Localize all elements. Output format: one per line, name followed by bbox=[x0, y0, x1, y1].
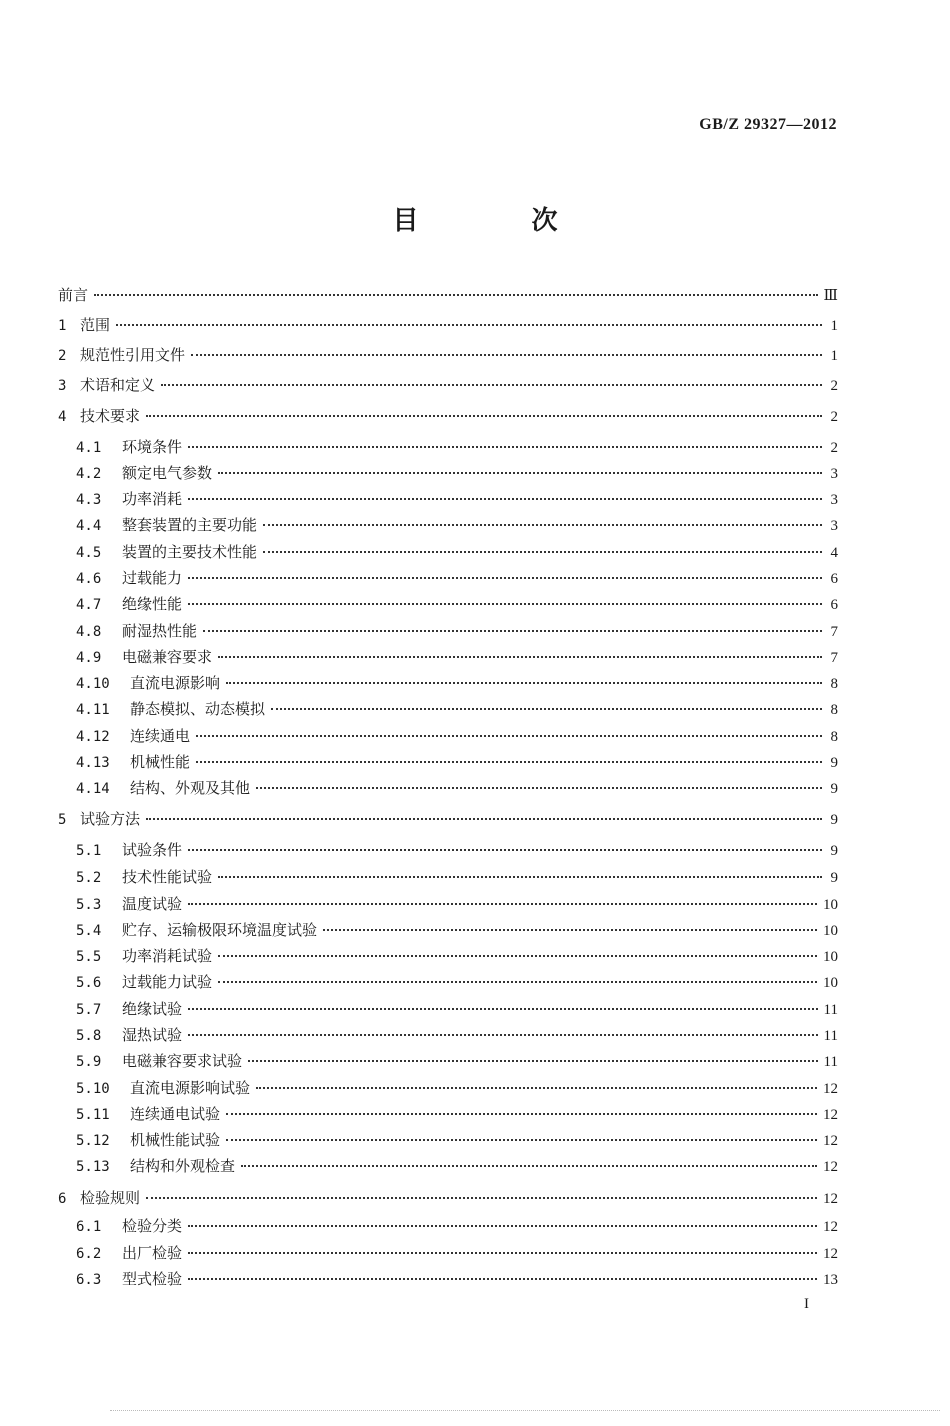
toc-entry-number: 4.8 bbox=[76, 624, 102, 640]
toc-entry-number: 5.11 bbox=[76, 1107, 110, 1123]
toc-leader-dots bbox=[226, 1138, 817, 1141]
page-number: I bbox=[804, 1296, 809, 1312]
toc-entry-number: 4.6 bbox=[76, 571, 102, 587]
toc-leader-dots bbox=[116, 323, 822, 326]
toc-entry-title: 整套装置的主要功能 bbox=[122, 516, 258, 534]
toc-leader-dots bbox=[218, 655, 822, 658]
standard-code: GB/Z 29327—2012 bbox=[699, 116, 837, 133]
toc-leader-dots bbox=[196, 760, 822, 763]
toc-entry-title: 湿热试验 bbox=[122, 1026, 183, 1044]
toc-entry-title: 型式检验 bbox=[122, 1270, 183, 1288]
toc-entry-page: 9 bbox=[830, 812, 838, 828]
toc-entry[interactable] bbox=[76, 866, 838, 890]
toc-entry-number: 6.3 bbox=[76, 1272, 102, 1288]
toc-entry-title: 额定电气参数 bbox=[122, 464, 213, 482]
toc-leader-dots bbox=[196, 734, 822, 737]
toc-entry-title: 连续通电 bbox=[130, 727, 191, 745]
toc-entry-number: 5.10 bbox=[76, 1081, 110, 1097]
toc-entry[interactable] bbox=[76, 698, 838, 722]
toc-entry-page: 9 bbox=[830, 870, 838, 886]
toc-entry-number: 4 bbox=[58, 409, 67, 425]
toc-entry-page: 1 bbox=[830, 318, 838, 334]
toc-entry-page: 12 bbox=[823, 1107, 838, 1123]
toc-entry-number: 5.9 bbox=[76, 1054, 102, 1070]
toc-entry-page: 8 bbox=[830, 729, 838, 745]
toc-entry[interactable] bbox=[76, 919, 838, 943]
toc-leader-dots bbox=[188, 848, 822, 851]
toc-entry-number: 5 bbox=[58, 812, 67, 828]
toc-entry-page: 11 bbox=[823, 1002, 838, 1018]
toc-entry-page: 12 bbox=[823, 1081, 838, 1097]
toc-entry[interactable] bbox=[76, 567, 838, 591]
toc-entry-number: 5.2 bbox=[76, 870, 102, 886]
toc-entry[interactable] bbox=[76, 620, 838, 644]
toc-entry-page: 13 bbox=[823, 1272, 838, 1288]
toc-entry-page: 12 bbox=[823, 1133, 838, 1149]
toc-leader-dots bbox=[188, 1251, 817, 1254]
toc-entry-number: 4.14 bbox=[76, 781, 110, 797]
toc-entry-page: 3 bbox=[830, 466, 838, 482]
toc-leader-dots bbox=[146, 414, 822, 417]
toc-entry[interactable] bbox=[76, 1155, 838, 1179]
toc-entry-title: 环境条件 bbox=[122, 438, 183, 456]
toc-leader-dots bbox=[188, 497, 822, 500]
toc-entry-page: 7 bbox=[830, 650, 838, 666]
toc-entry-page: 10 bbox=[823, 923, 838, 939]
toc-leader-dots bbox=[263, 523, 822, 526]
toc-entry-title: 范围 bbox=[80, 316, 111, 334]
toc-leader-dots bbox=[188, 576, 822, 579]
bottom-divider bbox=[110, 1410, 940, 1411]
toc-leader-dots bbox=[188, 1033, 818, 1036]
toc-entry[interactable] bbox=[58, 374, 838, 398]
toc-entry-number: 4.1 bbox=[76, 440, 102, 456]
toc-entry-page: 12 bbox=[823, 1191, 838, 1207]
toc-leader-dots bbox=[263, 550, 822, 553]
toc-entry-page: 12 bbox=[823, 1219, 838, 1235]
toc-leader-dots bbox=[188, 1277, 817, 1280]
toc-entry[interactable] bbox=[76, 945, 838, 969]
toc-entry-number: 5.8 bbox=[76, 1028, 102, 1044]
toc-entry-title: 检验分类 bbox=[122, 1217, 183, 1235]
toc-entry[interactable] bbox=[58, 1187, 838, 1211]
toc-entry-number: 4.2 bbox=[76, 466, 102, 482]
toc-entry-page: 8 bbox=[830, 702, 838, 718]
toc-entry[interactable] bbox=[76, 514, 838, 538]
toc-entry[interactable] bbox=[58, 284, 838, 308]
toc-entry[interactable] bbox=[58, 808, 838, 832]
toc-entry-title: 结构、外观及其他 bbox=[130, 779, 251, 797]
toc-entry-number: 1 bbox=[58, 318, 67, 334]
toc-entry-title: 检验规则 bbox=[80, 1189, 141, 1207]
toc-entry-number: 4.12 bbox=[76, 729, 110, 745]
toc-title: 目 次 bbox=[392, 206, 610, 236]
toc-entry-title: 贮存、运输极限环境温度试验 bbox=[122, 921, 318, 939]
toc-leader-dots bbox=[188, 1224, 817, 1227]
toc-leader-dots bbox=[241, 1164, 817, 1167]
toc-entry[interactable] bbox=[76, 462, 838, 486]
toc-entry-number: 5.4 bbox=[76, 923, 102, 939]
toc-entry-page: 2 bbox=[830, 409, 838, 425]
toc-entry-title: 术语和定义 bbox=[80, 376, 156, 394]
toc-entry[interactable] bbox=[76, 1103, 838, 1127]
toc-entry[interactable] bbox=[76, 436, 838, 460]
toc-entry[interactable] bbox=[76, 646, 838, 670]
toc-leader-dots bbox=[226, 681, 822, 684]
toc-entry-number: 5.1 bbox=[76, 843, 102, 859]
toc-leader-dots bbox=[271, 707, 822, 710]
toc-entry-number: 6.2 bbox=[76, 1246, 102, 1262]
toc-entry-title: 功率消耗 bbox=[122, 490, 183, 508]
toc-entry-page: 12 bbox=[823, 1159, 838, 1175]
toc-entry-number: 4.10 bbox=[76, 676, 110, 692]
toc-entry[interactable] bbox=[58, 344, 838, 368]
toc-entry-page: 11 bbox=[823, 1028, 838, 1044]
toc-leader-dots bbox=[188, 602, 822, 605]
toc-leader-dots bbox=[94, 293, 818, 296]
toc-entry-title: 直流电源影响 bbox=[130, 674, 221, 692]
toc-entry-title: 机械性能试验 bbox=[130, 1131, 221, 1149]
toc-entry-title: 结构和外观检查 bbox=[130, 1157, 236, 1175]
toc-leader-dots bbox=[226, 1112, 817, 1115]
toc-entry-page: 7 bbox=[830, 624, 838, 640]
toc-entry-page: 12 bbox=[823, 1246, 838, 1262]
toc-entry-title: 过载能力试验 bbox=[122, 973, 213, 991]
toc-entry-page: 10 bbox=[823, 949, 838, 965]
toc-entry-number: 4.13 bbox=[76, 755, 110, 771]
toc-entry-page: 6 bbox=[830, 571, 838, 587]
toc-leader-dots bbox=[218, 954, 817, 957]
toc-entry-title: 技术要求 bbox=[80, 407, 141, 425]
toc-entry-number: 5.3 bbox=[76, 897, 102, 913]
toc-entry-title: 电磁兼容要求 bbox=[122, 648, 213, 666]
toc-entry[interactable] bbox=[76, 1129, 838, 1153]
toc-entry-page: 9 bbox=[830, 781, 838, 797]
toc-leader-dots bbox=[218, 980, 817, 983]
toc-entry-number: 5.6 bbox=[76, 975, 102, 991]
toc-leader-dots bbox=[256, 786, 822, 789]
toc-entry-number: 4.5 bbox=[76, 545, 102, 561]
toc-entry[interactable] bbox=[76, 998, 838, 1022]
toc-entry-page: 10 bbox=[823, 897, 838, 913]
toc-entry-title: 机械性能 bbox=[130, 753, 191, 771]
toc-entry-page: 11 bbox=[823, 1054, 838, 1070]
toc-entry-page: 6 bbox=[830, 597, 838, 613]
toc-entry[interactable] bbox=[76, 672, 838, 696]
toc-leader-dots bbox=[146, 817, 822, 820]
toc-entry-number: 5.5 bbox=[76, 949, 102, 965]
toc-entry[interactable] bbox=[76, 777, 838, 801]
toc-entry[interactable] bbox=[76, 1077, 838, 1101]
toc-entry-title: 技术性能试验 bbox=[122, 868, 213, 886]
toc-entry[interactable] bbox=[76, 725, 838, 749]
toc-leader-dots bbox=[323, 928, 817, 931]
toc-entry[interactable] bbox=[76, 893, 838, 917]
toc-leader-dots bbox=[203, 629, 822, 632]
toc-entry-number: 4.9 bbox=[76, 650, 102, 666]
toc-entry[interactable] bbox=[76, 1242, 838, 1266]
toc-entry[interactable] bbox=[76, 541, 838, 565]
toc-entry-title: 规范性引用文件 bbox=[80, 346, 186, 364]
toc-entry-page: 1 bbox=[830, 348, 838, 364]
toc-entry-title: 出厂检验 bbox=[122, 1244, 183, 1262]
toc-entry-number: 4.11 bbox=[76, 702, 110, 718]
toc-entry-number: 2 bbox=[58, 348, 67, 364]
toc-entry[interactable] bbox=[76, 1215, 838, 1239]
toc-entry-title: 绝缘试验 bbox=[122, 1000, 183, 1018]
toc-entry[interactable] bbox=[76, 488, 838, 512]
toc-entry-number: 6 bbox=[58, 1191, 67, 1207]
toc-entry[interactable] bbox=[76, 839, 838, 863]
toc-leader-dots bbox=[161, 383, 822, 386]
toc-entry-title: 过载能力 bbox=[122, 569, 183, 587]
toc-entry-page: 4 bbox=[830, 545, 838, 561]
toc-entry-title: 试验条件 bbox=[122, 841, 183, 859]
toc-entry-title: 耐湿热性能 bbox=[122, 622, 198, 640]
toc-entry-page: Ⅲ bbox=[823, 288, 838, 304]
toc-entry-page: 10 bbox=[823, 975, 838, 991]
toc-entry[interactable] bbox=[76, 1050, 838, 1074]
toc-entry[interactable] bbox=[76, 1024, 838, 1048]
toc-leader-dots bbox=[188, 1007, 818, 1010]
toc-entry-title: 装置的主要技术性能 bbox=[122, 543, 258, 561]
toc-leader-dots bbox=[218, 875, 822, 878]
toc-leader-dots bbox=[188, 445, 822, 448]
toc-entry[interactable] bbox=[58, 405, 838, 429]
toc-entry-title: 功率消耗试验 bbox=[122, 947, 213, 965]
toc-entry-title: 连续通电试验 bbox=[130, 1105, 221, 1123]
toc-entry-number: 5.13 bbox=[76, 1159, 110, 1175]
toc-entry-page: 8 bbox=[830, 676, 838, 692]
toc-entry-title: 电磁兼容要求试验 bbox=[122, 1052, 243, 1070]
toc-entry-number: 3 bbox=[58, 378, 67, 394]
toc-entry-number: 5.7 bbox=[76, 1002, 102, 1018]
toc-leader-dots bbox=[191, 353, 822, 356]
toc-entry-number: 4.7 bbox=[76, 597, 102, 613]
toc-leader-dots bbox=[248, 1059, 818, 1062]
toc-entry-page: 9 bbox=[830, 843, 838, 859]
toc-entry-title: 静态模拟、动态模拟 bbox=[130, 700, 266, 718]
toc-entry-number: 4.4 bbox=[76, 518, 102, 534]
toc-leader-dots bbox=[256, 1086, 817, 1089]
toc-entry-number: 5.12 bbox=[76, 1133, 110, 1149]
toc-entry-page: 3 bbox=[830, 492, 838, 508]
toc-entry-page: 2 bbox=[830, 378, 838, 394]
toc-entry-title: 直流电源影响试验 bbox=[130, 1079, 251, 1097]
toc-entry-page: 3 bbox=[830, 518, 838, 534]
toc-entry-title: 绝缘性能 bbox=[122, 595, 183, 613]
toc-entry[interactable] bbox=[76, 751, 838, 775]
toc-entry[interactable] bbox=[76, 971, 838, 995]
toc-leader-dots bbox=[188, 902, 817, 905]
toc-entry-title: 前言 bbox=[58, 286, 89, 304]
toc-entry[interactable] bbox=[58, 314, 838, 338]
toc-entry[interactable] bbox=[76, 593, 838, 617]
toc-entry-page: 2 bbox=[830, 440, 838, 456]
toc-leader-dots bbox=[146, 1196, 817, 1199]
toc-entry-number: 4.3 bbox=[76, 492, 102, 508]
toc-leader-dots bbox=[218, 471, 822, 474]
toc-entry-page: 9 bbox=[830, 755, 838, 771]
toc-entry[interactable] bbox=[76, 1268, 838, 1292]
toc-entry-title: 温度试验 bbox=[122, 895, 183, 913]
toc-entry-number: 6.1 bbox=[76, 1219, 102, 1235]
toc-entry-title: 试验方法 bbox=[80, 810, 141, 828]
